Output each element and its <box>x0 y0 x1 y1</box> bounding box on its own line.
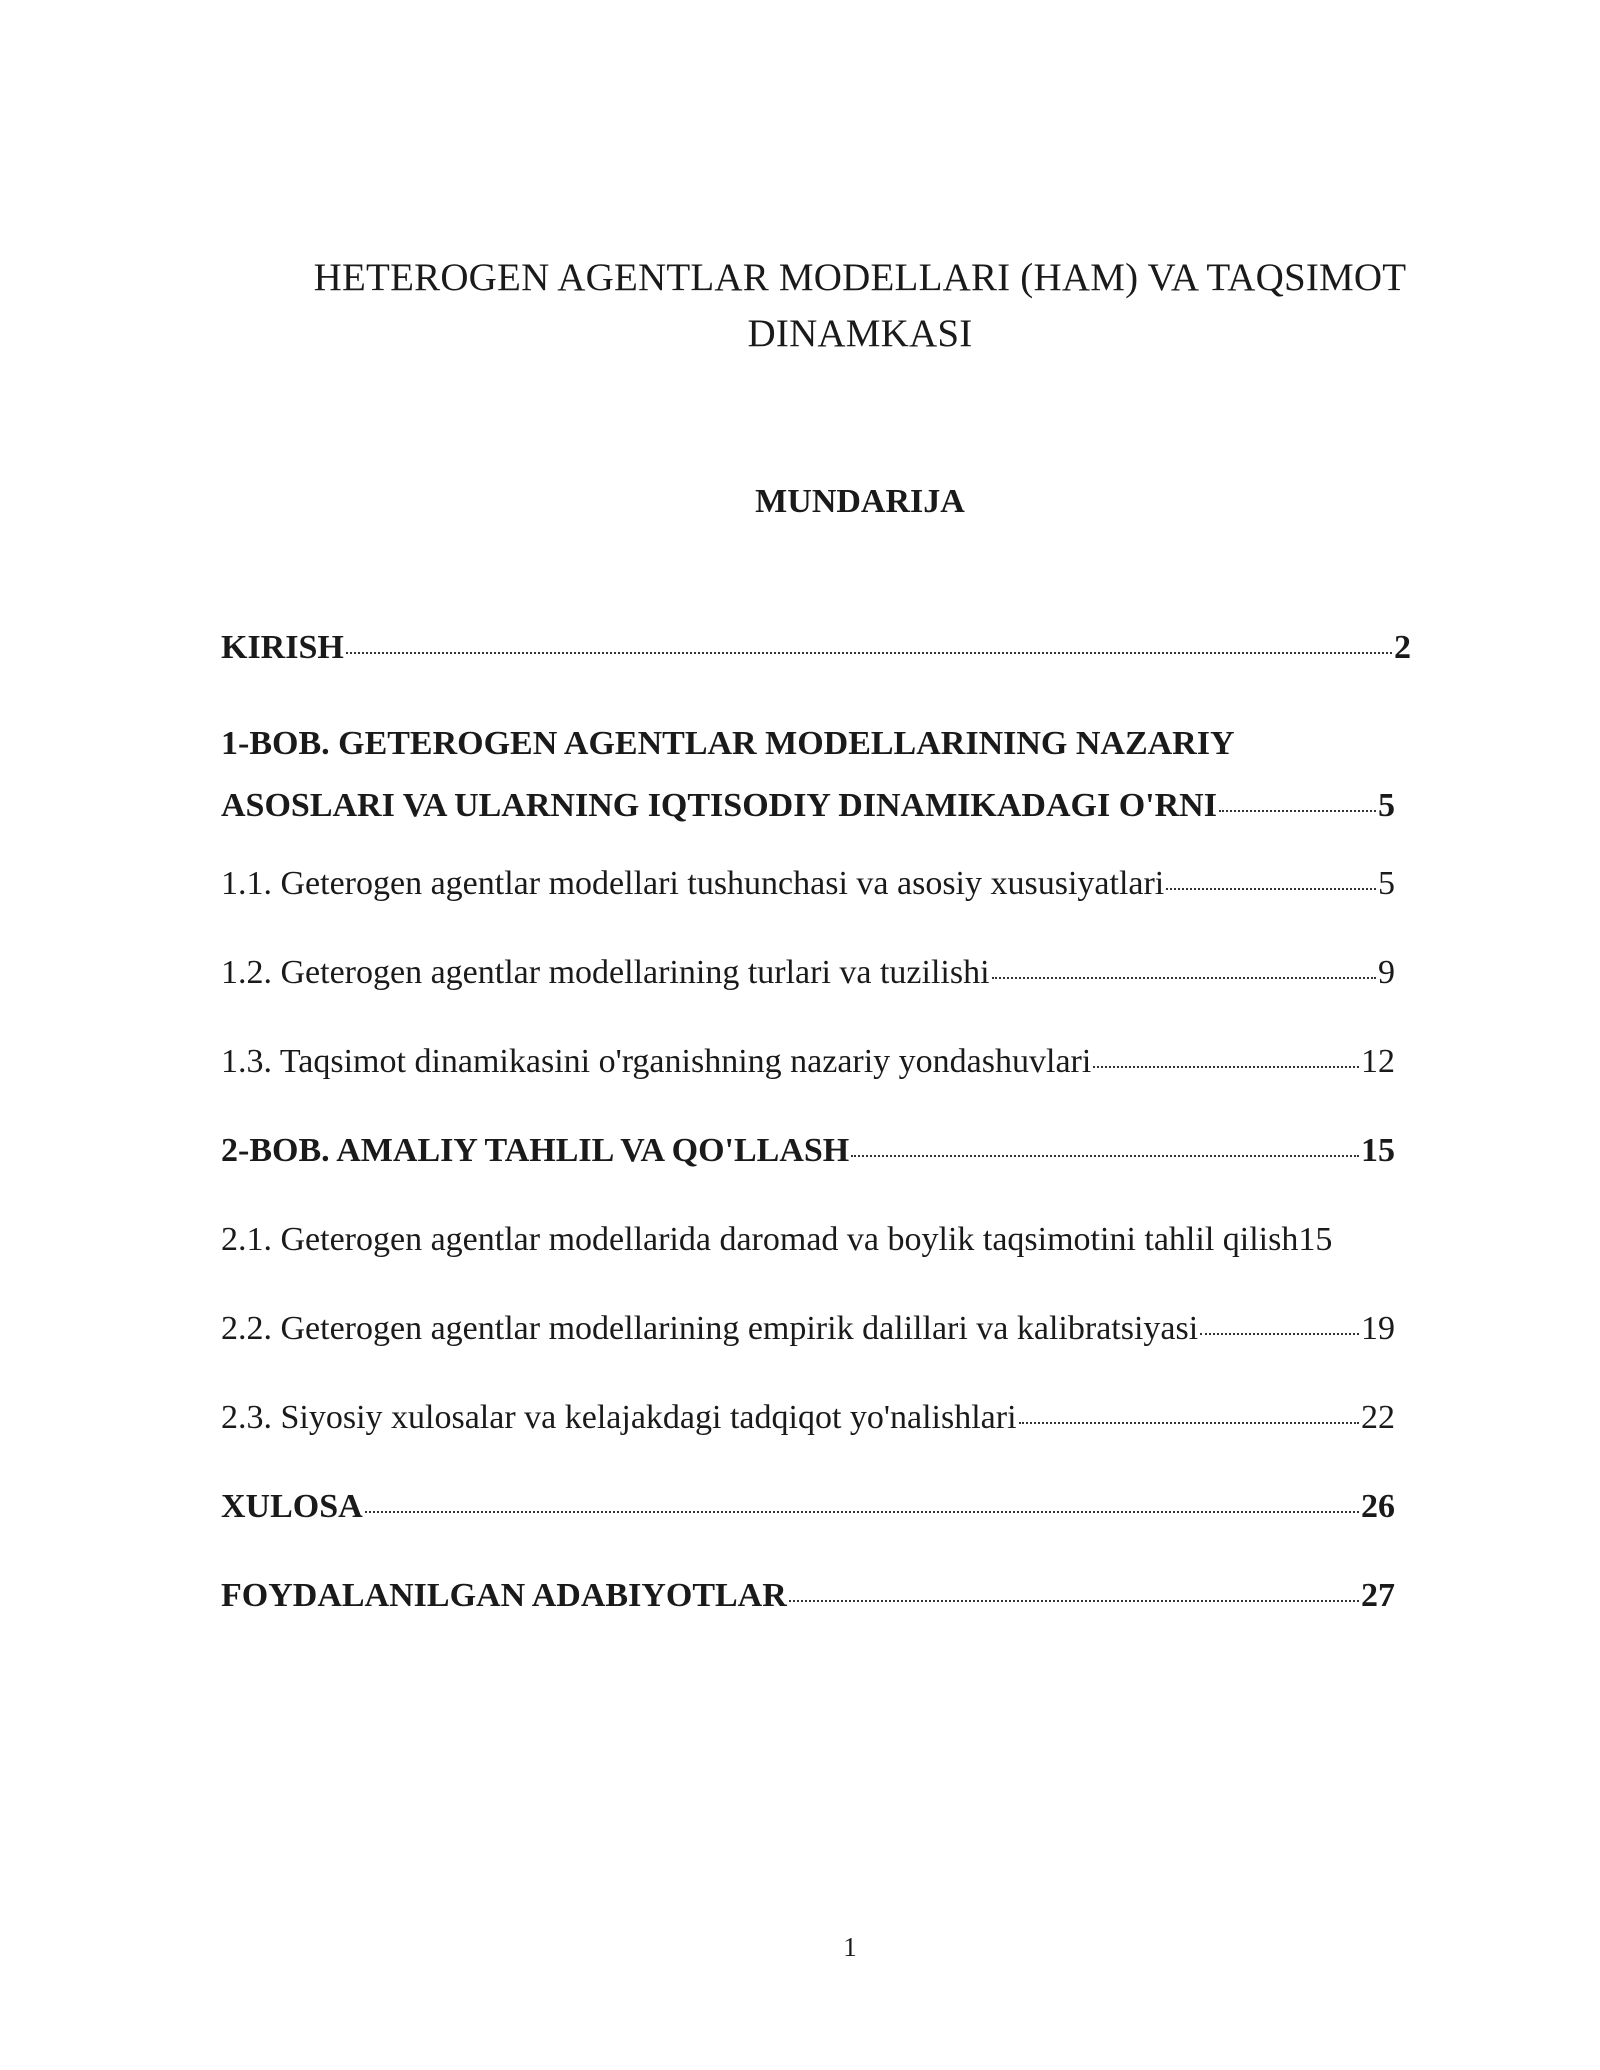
toc-entry-section-1-3[interactable] <box>221 1042 1395 1082</box>
toc-entry-page: 27 <box>1361 1577 1395 1614</box>
toc-dot-leader <box>1093 1066 1359 1068</box>
toc-dot-leader <box>365 1511 1359 1513</box>
toc-entry-title: ASOSLARI VA ULARNING IQTISODIY DINAMIKADAGI O'RNI <box>221 787 1217 824</box>
toc-dot-leader <box>992 977 1376 979</box>
toc-entry-section-1-2[interactable] <box>221 953 1395 993</box>
toc-entry-page: 15 <box>1298 1221 1333 1258</box>
toc-entry-kirish[interactable] <box>221 628 1411 668</box>
toc-entry-section-2-2[interactable] <box>221 1309 1395 1349</box>
toc-entry-title: 1.1. Geterogen agentlar modellari tushunchasi va asosiy xususiyatlari <box>221 865 1165 902</box>
toc-dot-leader <box>789 1600 1359 1602</box>
document-title <box>220 250 1500 362</box>
toc-entry-title: 2.1. Geterogen agentlar modellarida daromad va boylik taqsimotini tahlil qilish <box>221 1221 1299 1258</box>
toc-entry-section-1-1[interactable] <box>221 864 1395 904</box>
toc-entry-page: 15 <box>1361 1132 1395 1169</box>
toc-entry-section-2-1[interactable] <box>221 1220 1451 1260</box>
toc-entry-title: 1.2. Geterogen agentlar modellarining turlari va tuzilishi <box>221 954 990 991</box>
toc-entry-page: 5 <box>1378 787 1395 824</box>
toc-dot-leader <box>346 652 1392 654</box>
toc-entry-title: XULOSA <box>221 1488 363 1525</box>
toc-entry-references[interactable] <box>221 1576 1395 1616</box>
toc-entry-section-2-3[interactable] <box>221 1398 1395 1438</box>
toc-entry-page: 19 <box>1361 1310 1395 1347</box>
toc-entry-title: 1.3. Taqsimot dinamikasini o'rganishning nazariy yondashuvlari <box>221 1043 1092 1080</box>
toc-entry-page: 2 <box>1394 629 1411 666</box>
toc-entry-title: 2.3. Siyosiy xulosalar va kelajakdagi tadqiqot yo'nalishlari <box>221 1399 1017 1436</box>
toc-entry-title: 2-BOB. AMALIY TAHLIL VA QO'LLASH <box>221 1132 850 1169</box>
toc-dot-leader <box>851 1155 1359 1157</box>
page-number: 1 <box>843 1932 857 1962</box>
document-title-line-1: HETEROGEN AGENTLAR MODELLARI (HAM) VA TAQSIMOT <box>313 256 1407 299</box>
toc-entry-page: 26 <box>1361 1488 1395 1525</box>
toc-entry-page: 5 <box>1378 865 1395 902</box>
toc-entry-page: 22 <box>1361 1399 1395 1436</box>
toc-entry-page: 12 <box>1361 1043 1395 1080</box>
toc-entry-chapter-1[interactable] <box>221 713 1395 837</box>
toc-dot-leader <box>1219 810 1376 812</box>
toc-entry-page: 9 <box>1378 954 1395 991</box>
toc-entry-title-line-1: 1-BOB. GETEROGEN AGENTLAR MODELLARINING NAZARIY <box>221 725 1235 762</box>
toc-entry-title: FOYDALANILGAN ADABIYOTLAR <box>221 1577 787 1614</box>
toc-entry-title: KIRISH <box>221 629 344 666</box>
toc-entry-xulosa[interactable] <box>221 1487 1395 1527</box>
toc-dot-leader <box>1019 1422 1359 1424</box>
toc-dot-leader <box>1200 1333 1359 1335</box>
toc-entry-chapter-2[interactable] <box>221 1131 1395 1171</box>
toc-dot-leader <box>1166 888 1376 890</box>
document-title-line-2: DINAMKASI <box>747 312 973 355</box>
toc-entry-title: 2.2. Geterogen agentlar modellarining empirik dalillari va kalibratsiyasi <box>221 1310 1199 1347</box>
toc-heading: MUNDARIJA <box>755 483 965 520</box>
